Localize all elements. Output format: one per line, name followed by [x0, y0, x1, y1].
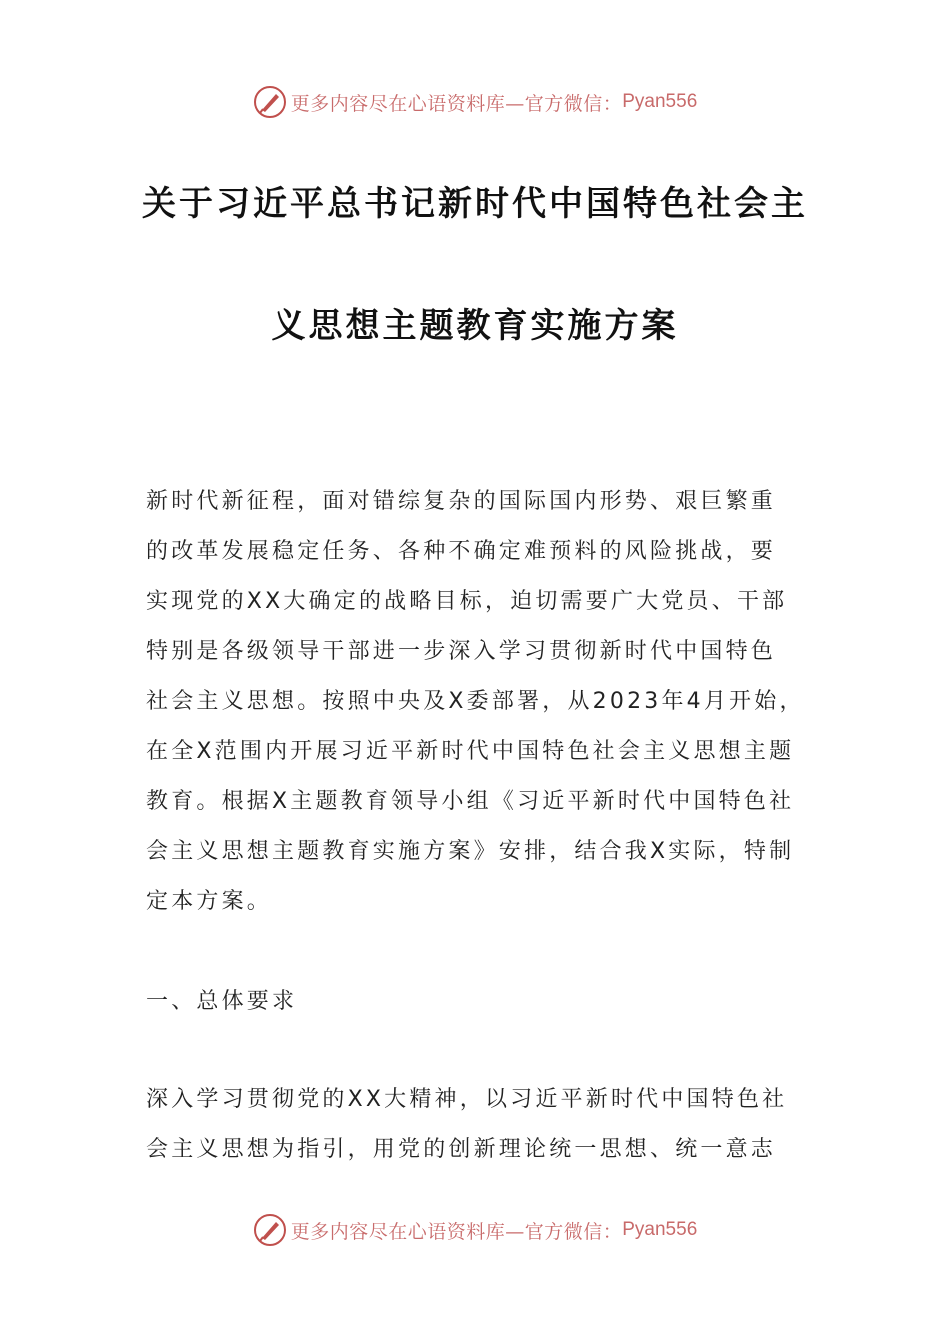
watermark-footer — [0, 1210, 950, 1250]
quill-logo-icon — [253, 1213, 287, 1247]
intro-line: 实现党的XX大确定的战略目标，迫切需要广大党员、干部 — [146, 589, 788, 614]
intro-line: 特别是各级领导干部进一步深入学习贯彻新时代中国特色 — [146, 639, 777, 664]
section-body-line: 深入学习贯彻党的XX大精神，以习近平新时代中国特色社 — [146, 1087, 788, 1112]
watermark-text: 更多内容尽在心语资料库—官方微信： — [290, 92, 623, 115]
intro-line: 会主义思想主题教育实施方案》安排，结合我X实际，特制 — [146, 839, 795, 864]
document-title-line-1: 关于习近平总书记新时代中国特色社会主 — [142, 184, 808, 224]
document-title-line-2: 义思想主题教育实施方案 — [271, 306, 679, 346]
watermark-text: 更多内容尽在心语资料库—官方微信： — [290, 1220, 623, 1243]
intro-line: 社会主义思想。按照中央及X委部署，从2023年4月开始， — [146, 689, 805, 714]
intro-line: 的改革发展稳定任务、各种不确定难预料的风险挑战，要 — [146, 539, 777, 564]
intro-line: 教育。根据X主题教育领导小组《习近平新时代中国特色社 — [146, 789, 795, 814]
intro-line: 新时代新征程，面对错综复杂的国际国内形势、艰巨繁重 — [146, 489, 777, 514]
section-body-line: 会主义思想为指引，用党的创新理论统一思想、统一意志 — [146, 1137, 777, 1162]
intro-line: 定本方案。 — [146, 889, 273, 914]
watermark-wechat-id: Pyan556 — [622, 91, 698, 112]
quill-logo-icon — [253, 85, 287, 119]
watermark-header — [0, 82, 950, 122]
watermark-wechat-id: Pyan556 — [622, 1219, 698, 1240]
section-heading: 一、总体要求 — [146, 989, 298, 1014]
intro-line: 在全X范围内开展习近平新时代中国特色社会主义思想主题 — [146, 739, 795, 764]
